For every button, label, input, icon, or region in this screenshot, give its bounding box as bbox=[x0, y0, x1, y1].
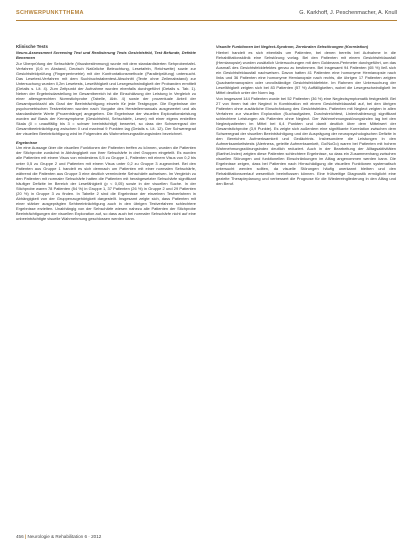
page-number: 456 bbox=[16, 534, 24, 539]
section-heading: Klinische Tests bbox=[16, 44, 48, 49]
subsection-heading: Visuelle Funktionen bei Neglect-Syndrom, Zerebralen Sehstörungen (Korrelation) bbox=[216, 44, 369, 49]
left-column bbox=[16, 44, 196, 221]
body-paragraph: Um eine Aussage über die visuellen Funktionen der Patienten treffen zu können, wurden die Patienten der Stichprobe zunächst in Abhängigkeit von ihrer Sehschärfe in drei Gruppen eingeteilt. Es wurden alle Patienten mit einem Visus von mindestens 0,5 zu Gruppe 1, Patienten mit einem Visus von 0,2 bis unter 0,5 zu Gruppe 2 und Patienten mit einem Visus unter 0,2 zu Gruppe 3 zugeordnet. Bei den Patienten aus Gruppe 1 handelt es sich demnach um Patienten mit einer normalen Sehschärfe, während die Patienten aus Gruppe 3 eine deutlich verminderte Sehschärfe aufweisen. Im Vergleich zu den Patienten mit normaler Sehschärfe hatten die Patienten mit herabgesetzter Sehschärfe signifikant häufiger Defizite im Bereich der Lesefähigkeit (p < 0,05) sowie in der visuellen Suche. In der Stichprobe waren 78 Patienten (54 %) in Gruppe 1, 37 Patienten (26 %) in Gruppe 2 und 29 Patienten (20 %) in Gruppe 3 zu finden. In Tabelle 2 sind die Ergebnisse der einzelnen Testverfahren in Abhängigkeit von der Gruppenzugehörigkeit dargestellt. Insgesamt zeigte sich, dass Patienten mit einer stärker ausgeprägten Sehbeeinträchtigung auch in den übrigen Testverfahren schlechtere Ergebnisse erzielten. Unabhängig von der Sehschärfe wiesen nahezu alle Patienten der Stichprobe Beeinträchtigungen der visuellen Exploration auf, so dass auch bei normaler Sehschärfe nicht auf eine unbeeinträchtigte visuelle Wahrnehmung geschlossen werden kann. bbox=[16, 145, 196, 222]
results-heading: Ergebnisse bbox=[16, 140, 38, 146]
page-footer bbox=[16, 534, 101, 539]
body-paragraph: Von insgesamt 144 Patienten wurde bei 52 Patienten (36 %) eine Neglectsymptomatik festgestellt. Bei 27 von ihnen trat der Neglect in Kombination mit einem Gesichtsfeldausfall auf, bei den übrigen Patienten ohne zusätzliche Einschränkung des Gesichtsfeldes. Patienten mit Neglect zeigten in allen Verfahren zur visuellen Exploration (Suchaufgaben, Durchstreichtest, Linienhalbierung) signifikant schlechtere Leistungen als Patienten ohne Neglect. Der Wahrnehmungsstörungsindex lag bei den Neglectpatienten im Mittel bei 6,4 Punkten und damit deutlich über dem Mittelwert der Gesamtstichprobe (3,9 Punkte). Es zeigte sich außerdem eine signifikante Korrelation zwischen dem Schweregrad der visuellen Beeinträchtigung und der Ausprägung der neuropsychologischen Defizite in den Bereichen Aufmerksamkeit und Gedächtnis. Insbesondere die Leistungen in den Aufmerksamkeitstests (Alertness, geteilte Aufmerksamkeit, Go/NoGo) waren bei Patienten mit hohem Wahrnehmungsstörungsindex deutlich reduziert. Auch in der Bearbeitung der Alltagsaktivitäten (Barthel-Index) zeigten diese Patienten schlechtere Ergebnisse, so dass ein Zusammenhang zwischen visuellen Störungen und funktionellen Einschränkungen im Alltag angenommen werden kann. Die Ergebnisse zeigen, dass bei Patienten nach Hirnschädigung die visuellen Funktionen systematisch untersucht werden sollten, da visuelle Störungen häufig unerkannt bleiben und den Rehabilitationsverlauf wesentlich beeinflussen können. Eine frühzeitige Diagnostik ermöglicht eine gezielte Therapieplanung und verbessert die Prognose für die Wiedereingliederung in den Alltag und den Beruf. bbox=[216, 95, 396, 187]
body-paragraph: Hierbei handelt es sich ebenfalls um Patienten, bei denen bereits bei Aufnahme in die Rehabilitationsklinik eine Sehstörung vorlag. Bei den Patienten mit einem Gesichtsfeldausfall (Hemianopsie) wurden zusätzlich Untersuchungen mit dem Goldmann-Perimeter durchgeführt, um das Ausmaß des Gesichtsfelddefektes genau zu bestimmen. Bei insgesamt 94 Patienten (65 %) ließ sich ein Gesichtsfeldausfall nachweisen. Davon hatten 41 Patienten eine homonyme Hemianopsie nach links und 36 Patienten eine homonyme Hemianopsie nach rechts, die übrigen 17 Patienten zeigten Quadrantenanopsien oder unvollständige Gesichtsfelddefekte. Im Rahmen der Untersuchung der Lesefähigkeit zeigten sich bei 83 Patienten (57 %) Auffälligkeiten, wobei die Lesegeschwindigkeit im Mittel deutlich unter der Norm lag. bbox=[216, 49, 396, 95]
right-column bbox=[216, 44, 396, 186]
author-line: G. Karkhoff, J. Peschenmacher, A. Knull bbox=[299, 10, 397, 16]
page-header bbox=[16, 10, 397, 22]
header-rule bbox=[16, 20, 397, 21]
section-label: SCHWERPUNKTTHEMA bbox=[16, 10, 84, 16]
footer-separator: | bbox=[24, 534, 27, 539]
subsection-heading: Neuro-Assessment Screening Test und Realisierung Tests Gesichtsfeld, Test Befunde, Defekte Benennen bbox=[16, 50, 196, 61]
body-paragraph: Zur Überprüfung der Sehschärfe (Visusbestimmung) wurde mit dem standardisierten Sehprobentafel-Verfahren (0,6 m Abstand, Deutsch Natürliche Beleuchtung, Lesetafeln, Reichweite) sowie zur Gesichtsfeldprüfung (Fingerperimetrie) mit der Konfrontationsmethode (Parallelprüfung) untersucht. Das Lesetest-Verfahren mit dem Suchbuchstabentest-Abschnitt (Texte ohne Zeilenabstand) zur Untersuchung wurden 0,2m Lesetests, Lesefähigkeit und Lesegeschwindigkeit der Probanden ermittelt (Details s. Lit. 4). Zum Zeitpunkt der Aufnahme wurden ebenfalls durchgeführt (Details s. Tab. 1). Neben der Ergebnisdarstellung im Gesamtbereich ist die Einschätzung der Leistung in Vergleich zu einer altersgerechten Normstichprobe (Tabelle, Abb. 4) sowie der prozentuale Anteil der Gesamtpunktzahl als Grad der Beeinträchtigung einzeln für jede Testgruppe. Die Ergebnisse der psychometrischen Testverfahren wurden nach Vorgabe des Herstellermanuals ausgewertet und als standardisierte Werte (Prozentränge) angegeben. Die Ergebnisse der visuellen Explorationsleistung wurden auf Basis der Kernsymptome (Gesichtsfeld, Sehschärfe, Lesen) mit einer eigens erstellten Skala (0 = unauffällig bis 3 = schwer beeinträchtigt) bewertet, so dass der Schweregrad der Gesamtbeeinträchtigung zwischen 0 und maximal 9 Punkten lag (Details s. Lit. 12). Der Schweregrad der visuellen Beeinträchtigung wird im Folgenden als Wahrnehmungsstörungsindex bezeichnet. bbox=[16, 60, 196, 137]
journal-name: Neurologie & Rehabilitation 6 · 2012 bbox=[27, 534, 102, 539]
